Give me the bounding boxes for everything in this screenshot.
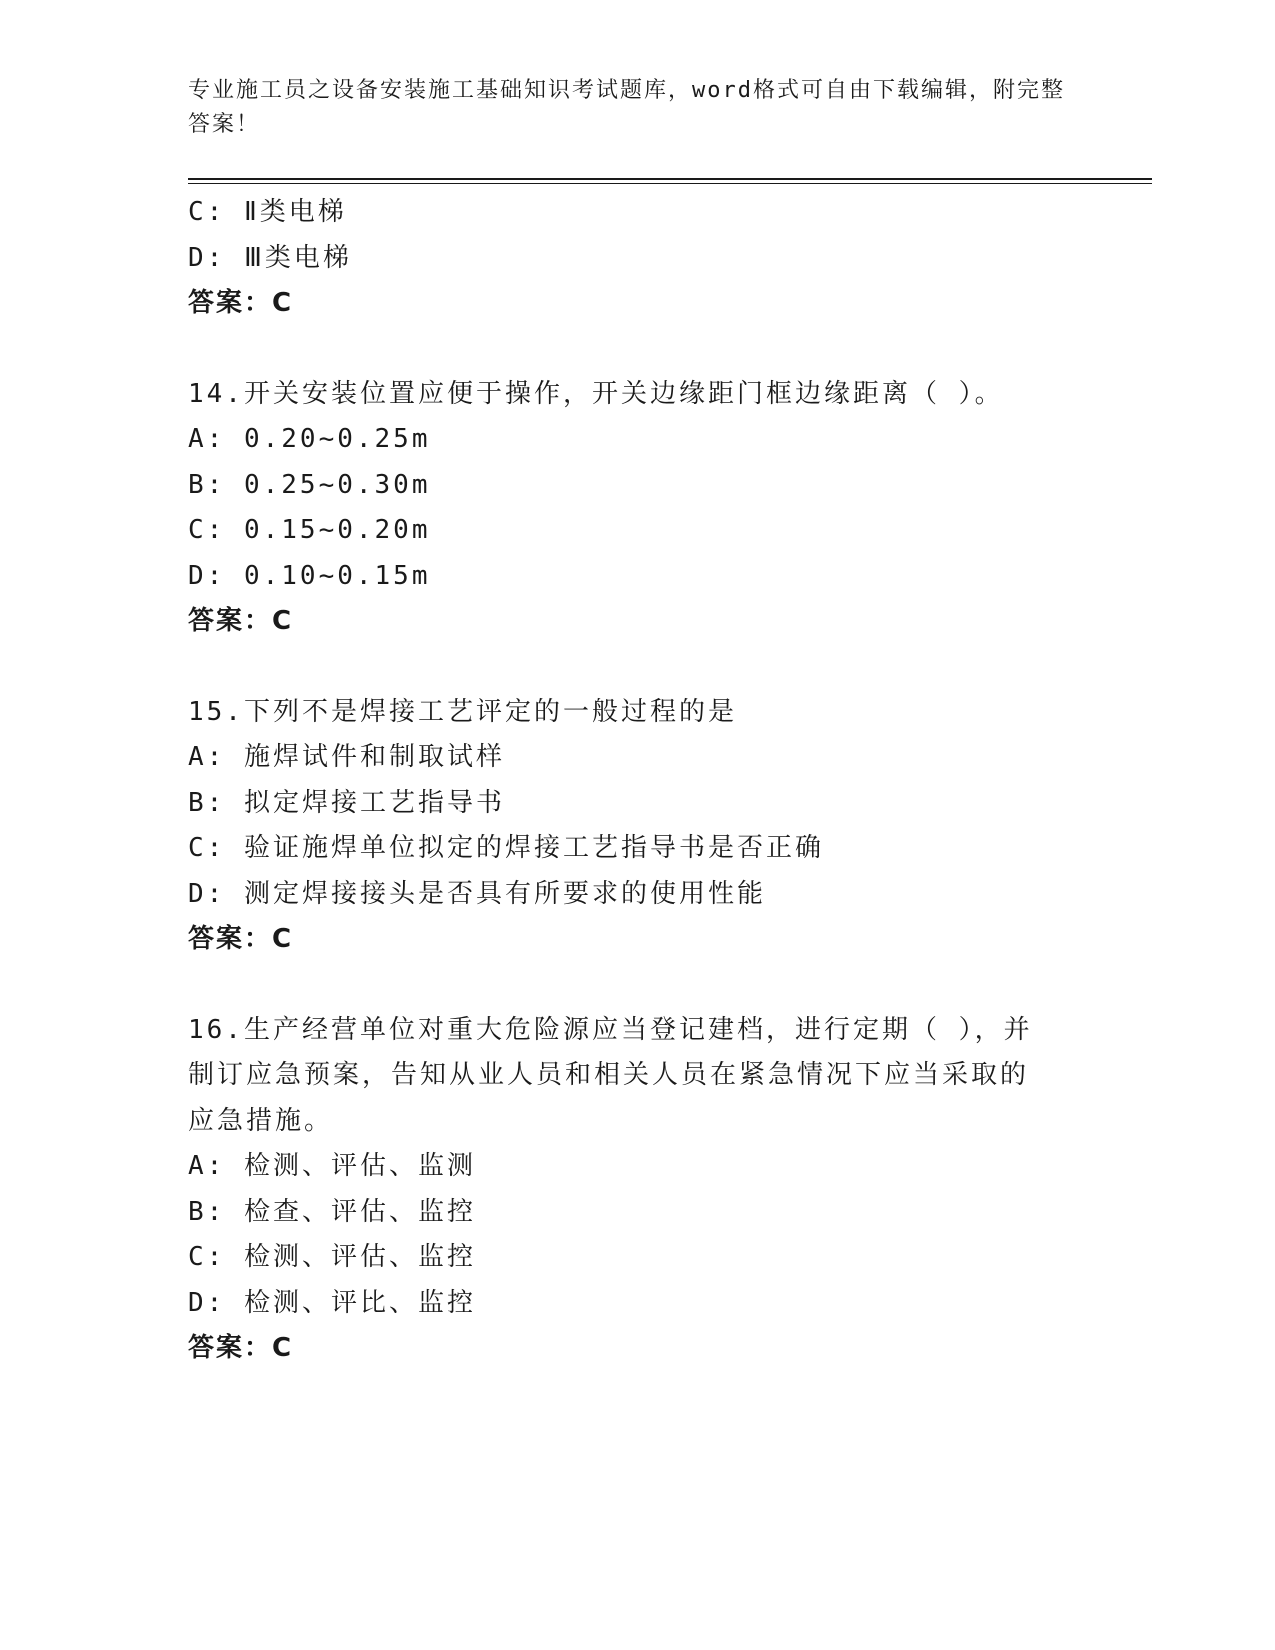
option-c: C: Ⅱ类电梯 xyxy=(188,197,347,227)
answer: 答案：C xyxy=(188,606,294,636)
answer: 答案：C xyxy=(188,924,294,954)
question-fragment xyxy=(188,190,1088,327)
question-stem: 14.开关安装位置应便于操作，开关边缘距门框边缘距离（ ）。 xyxy=(188,378,1004,409)
question-stem: 16.生产经营单位对重大危险源应当登记建档，进行定期（ ），并制订应急预案，告知从业人员和相关人员在紧急情况下应当采取的应急措施。 xyxy=(188,1014,1033,1136)
header-rule-thin xyxy=(188,183,1152,184)
option-b: B: 0.25~0.30m xyxy=(188,469,431,500)
question-stem: 15.下列不是焊接工艺评定的一般过程的是 xyxy=(188,696,737,727)
option-c: C: 验证施焊单位拟定的焊接工艺指导书是否正确 xyxy=(188,833,824,863)
answer: 答案：C xyxy=(188,288,294,318)
option-c: C: 0.15~0.20m xyxy=(188,515,431,545)
option-a: A: 检测、评估、监测 xyxy=(188,1151,476,1181)
question-15 xyxy=(188,690,1088,963)
option-d: D: 0.10~0.15m xyxy=(188,560,431,591)
option-a: A: 施焊试件和制取试样 xyxy=(188,742,505,772)
question-16 xyxy=(188,1008,1088,1372)
option-a: A: 0.20~0.25m xyxy=(188,424,431,454)
question-14 xyxy=(188,372,1088,645)
question-list xyxy=(188,190,1088,1372)
page-header: 专业施工员之设备安装施工基础知识考试题库，word格式可自由下载编辑，附完整答案！ xyxy=(188,78,1065,137)
option-b: B: 拟定焊接工艺指导书 xyxy=(188,787,505,818)
option-d: D: Ⅲ类电梯 xyxy=(188,242,352,273)
option-d: D: 检测、评比、监控 xyxy=(188,1287,476,1318)
option-b: B: 检查、评估、监控 xyxy=(188,1196,476,1227)
header-rule-thick xyxy=(188,178,1152,180)
option-d: D: 测定焊接接头是否具有所要求的使用性能 xyxy=(188,878,766,909)
option-c: C: 检测、评估、监控 xyxy=(188,1242,476,1272)
answer: 答案：C xyxy=(188,1333,294,1363)
